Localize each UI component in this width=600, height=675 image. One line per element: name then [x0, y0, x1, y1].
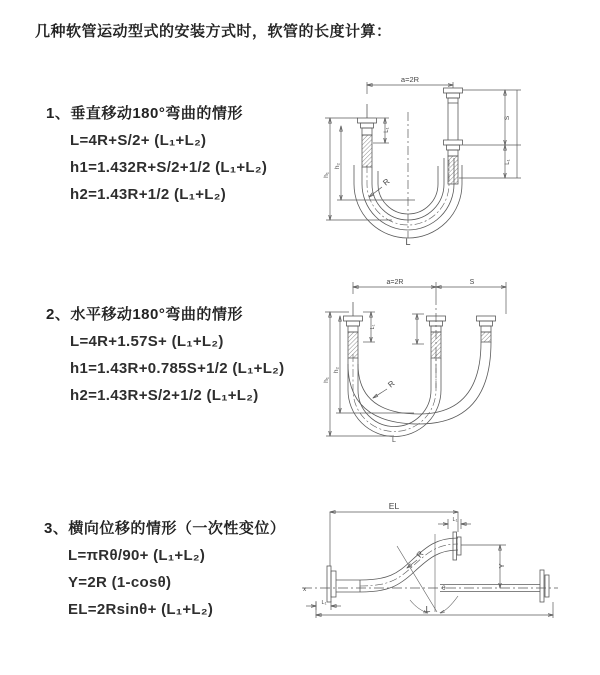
- radius-label: R: [381, 176, 392, 188]
- formula-h1: h1=1.43R+0.785S+1/2 (L₁+L₂): [70, 360, 285, 377]
- section-vertical-180: [46, 102, 267, 208]
- formula-length: L=4R+S/2+ (L₁+L₂): [70, 132, 207, 149]
- hose-bends: [348, 342, 491, 437]
- valve-icon: [361, 96, 373, 118]
- axis-label: x: [303, 586, 307, 593]
- dim-l1-top: [438, 517, 471, 529]
- length-label: L: [425, 604, 431, 614]
- dim-label-h1: h₁: [323, 377, 330, 383]
- dim-s-l1-right: [459, 90, 521, 178]
- dim-heights: [323, 118, 415, 220]
- length-label: L: [405, 237, 411, 247]
- section-3-heading: 3、横向位移的情形（一次性变位）: [44, 520, 286, 537]
- formula-length: L=πRθ/90+ (L₁+L₂): [68, 547, 206, 564]
- length-label: L: [392, 437, 396, 444]
- section-2-heading: 2、水平移动180°弯曲的情形: [46, 306, 243, 323]
- dim-label-h2: h₂: [333, 366, 340, 374]
- radius-callout: [407, 549, 426, 568]
- radius-label: R: [386, 378, 397, 390]
- right-pipe: [477, 316, 496, 342]
- dim-a2r: [367, 75, 453, 94]
- dim-y: [461, 545, 506, 588]
- dim-el: [330, 501, 458, 566]
- section-horizontal-180: [46, 303, 284, 409]
- dim-label-s: S: [504, 115, 511, 121]
- left-flange: [327, 566, 360, 602]
- construction-lines: [397, 534, 458, 613]
- dim-label-a2r: a=2R: [400, 75, 420, 84]
- dim-label-l1-top: L₁: [452, 517, 458, 523]
- left-pipe: [344, 316, 363, 358]
- dim-label-a2r: a=2R: [386, 279, 404, 286]
- angle-label: θ: [442, 585, 446, 592]
- formula-el: EL=2Rsinθ+ (L₁+L₂): [68, 601, 214, 618]
- dim-label-el: EL: [388, 501, 400, 511]
- section-1-formulas: [46, 127, 267, 208]
- section-3-formulas: [44, 542, 285, 623]
- page-title: 几种软管运动型式的安装方式时，软管的长度计算：: [35, 23, 392, 40]
- left-pipe: [358, 118, 377, 167]
- dim-label-l1-right: L₁: [505, 159, 511, 165]
- middle-pipe: [427, 316, 446, 358]
- right-pipe: [444, 88, 463, 184]
- dim-a2r-s: [353, 279, 506, 314]
- dim-label-h2: h₂: [334, 162, 341, 170]
- dim-l: [316, 602, 553, 618]
- dim-l1-left: [373, 118, 390, 143]
- upper-right-flange: [453, 532, 461, 560]
- dim-label-l1-left: L₁: [384, 127, 390, 133]
- section-lateral-displacement: [44, 517, 285, 623]
- dim-label-h1: h₁: [323, 172, 330, 178]
- dim-heights: [323, 312, 414, 436]
- radius-label: R: [414, 549, 426, 560]
- formula-h2: h2=1.43R+1/2 (L₁+L₂): [70, 186, 227, 203]
- straight-pipe-original: [440, 570, 549, 602]
- radius-callout: [373, 379, 397, 398]
- hose-s-curve: [360, 538, 458, 592]
- dim-label-s: S: [469, 279, 475, 286]
- dim-label-l1-bottom: L₁: [321, 600, 327, 606]
- diagram-vertical-180: [318, 70, 600, 250]
- formula-y: Y=2R (1-cosθ): [68, 574, 172, 591]
- section-2-formulas: [46, 328, 284, 409]
- dim-l1-bottom: [306, 600, 341, 610]
- section-1-heading: 1、垂直移动180°弯曲的情形: [46, 105, 243, 122]
- valve-icon: [347, 294, 359, 316]
- diagram-lateral-displacement: [300, 498, 600, 658]
- diagram-horizontal-180: [316, 272, 600, 444]
- dim-l1-flanges: [363, 312, 424, 344]
- formula-h1: h1=1.432R+S/2+1/2 (L₁+L₂): [70, 159, 268, 176]
- dim-label-y: Y: [497, 563, 506, 569]
- formula-length: L=4R+1.57S+ (L₁+L₂): [70, 333, 224, 350]
- dim-label-l1: L₁: [370, 324, 376, 330]
- formula-h2: h2=1.43R+S/2+1/2 (L₁+L₂): [70, 387, 259, 404]
